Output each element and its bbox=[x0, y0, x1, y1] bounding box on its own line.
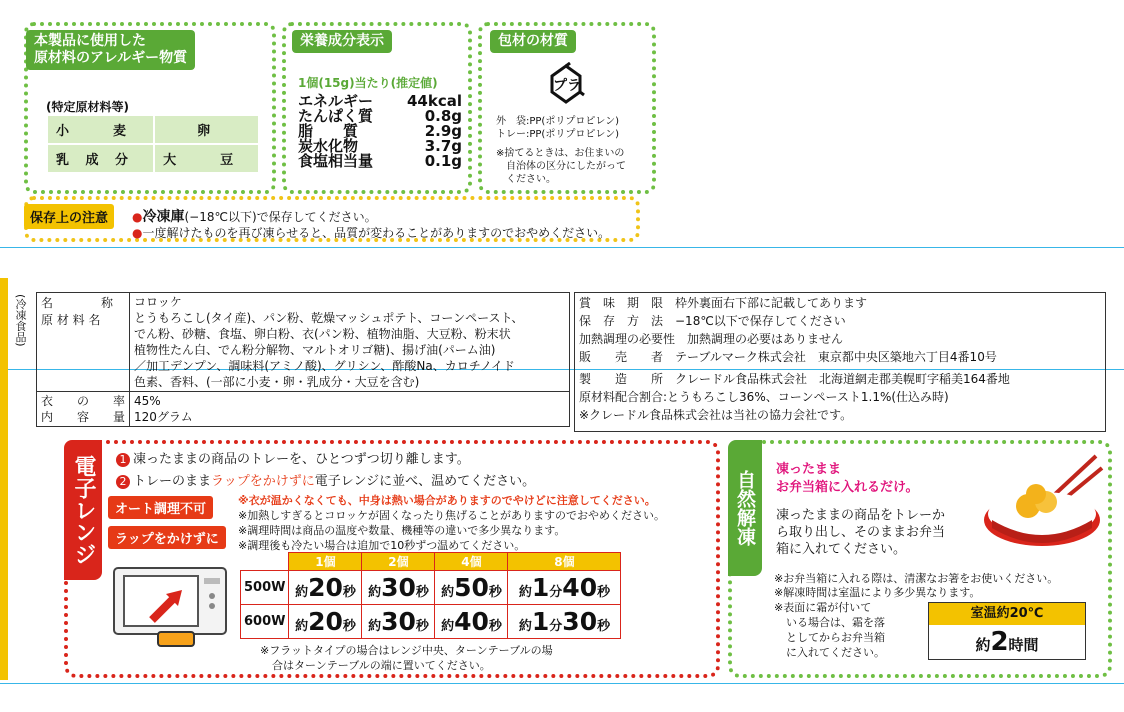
ingredient-values: 45% 120グラム bbox=[130, 392, 570, 427]
storage-title: 保存上の注意 bbox=[24, 204, 114, 229]
microwave-footnote: 合はターンテーブルの端に置いてください。 bbox=[272, 659, 491, 672]
thaw-headline: 凍ったまま bbox=[776, 462, 842, 477]
microwave-note: ※加熱しすぎるとコロッケが固くなったり焦げることがありますのでおやめください。 bbox=[238, 509, 665, 522]
nutrition-per: 1個(15g)当たり(推定値) bbox=[298, 76, 438, 90]
storage-line2: ●一度解けたものを再び凍らせると、品質が変わることがありますのでおやめください。 bbox=[132, 226, 611, 240]
count-header: 8個 bbox=[508, 553, 621, 571]
ingredient-values: コロッケ とうもろこし(タイ産)、パン粉、乾燥マッシュポテト、コーンペースト、 でん粉、砂糖、食塩、卵白粉、衣(パン粉、植物油脂、大豆粉、粉末状 植物性たん白、でん粉分解物、マルトオリゴ糖)、揚げ油(パーム油) ／加工デンプン、調味料(アミノ酸)、グリシン、酢酸Na、カロチノイド 色素、香料、(一部に小麦・卵・乳成分・大豆を含む) bbox=[130, 293, 570, 392]
natural-thaw-panel: 自然解凍 凍ったまま お弁当箱に入れるだけ。 凍ったままの商品をトレーか ら取り出し、そのままお弁当 箱に入れてください。 ※お弁当箱に入れる際は、清潔なお箸をお使いください。 ※解凍時間は室温により多少異なります。 ※表面に霜が付いて いる場合は、霜を落 としてからお弁当箱 に入れてください。 室温約20℃ 約2時間 bbox=[728, 440, 1112, 678]
microwave-panel bbox=[64, 440, 720, 678]
microwave-note: ※調理後も冷たい場合は追加で10秒ずつ温めてください。 bbox=[238, 539, 526, 552]
packaging-panel: 包材の材質 プラ 外 袋:PP(ポリプロピレン) トレー:PP(ポリプロピレン) ※捨てるときは、お住まいの 自治体の区分にしたがって ください。 bbox=[478, 22, 656, 194]
nutrition-panel bbox=[282, 22, 472, 194]
nutrition-title: 栄養成分表示 bbox=[292, 30, 392, 53]
allergen-item: 乳 成 分 bbox=[47, 144, 154, 173]
allergy-subtitle: (特定原材料等) bbox=[46, 100, 129, 114]
auto-cook-not-allowed-label: オート調理不可 bbox=[108, 496, 213, 519]
packaging-title: 包材の材質 bbox=[490, 30, 576, 53]
allergy-panel bbox=[24, 22, 276, 194]
thaw-time: 約2時間 bbox=[975, 627, 1039, 657]
storage-line1: ●冷凍庫(−18℃以下)で保存してください。 bbox=[132, 209, 377, 225]
allergy-table bbox=[46, 114, 260, 174]
count-header: 4個 bbox=[435, 553, 508, 571]
cut-line-bottom bbox=[0, 683, 1124, 684]
cut-line-top bbox=[0, 247, 1124, 248]
storage-panel bbox=[24, 196, 640, 242]
microwave-step1: 1 凍ったままの商品のトレーを、ひとつずつ切り離します。 bbox=[116, 448, 470, 467]
count-header: 1個 bbox=[289, 553, 362, 571]
microwave-oven-icon bbox=[112, 560, 240, 650]
heating-time-table bbox=[240, 552, 621, 639]
allergen-item: 大 豆 bbox=[154, 144, 259, 173]
thaw-time-box bbox=[928, 602, 1086, 660]
no-wrap-label: ラップをかけずに bbox=[108, 526, 226, 549]
room-temp-label: 室温約20℃ bbox=[929, 603, 1085, 625]
nutrition-row: 炭水化物 3.7g bbox=[298, 137, 462, 155]
ingredients-table bbox=[36, 292, 570, 427]
time-row: 500W 約20秒 約30秒 約50秒 約1分40秒 bbox=[241, 571, 621, 605]
nutrition-row: 脂 質 2.9g bbox=[298, 122, 462, 140]
microwave-step2: 2 トレーのままラップをかけずに電子レンジに並べ、温めてください。 bbox=[116, 470, 535, 489]
nutrition-row: たんぱく質 0.8g bbox=[298, 107, 462, 125]
microwave-footnote: ※フラットタイプの場合はレンジ中央、ターンテーブルの場 bbox=[260, 644, 553, 657]
bento-box-icon bbox=[980, 450, 1104, 560]
allergen-item: 小 麦 bbox=[47, 115, 154, 144]
ingredient-label: 名 称 原 材 料 名 bbox=[37, 293, 130, 392]
recycle-pla-icon: プラ bbox=[544, 62, 588, 106]
thaw-headline: お弁当箱に入れるだけ。 bbox=[776, 480, 919, 495]
yellow-edge-bar bbox=[0, 278, 8, 680]
nutrition-rows bbox=[298, 94, 462, 169]
allergen-item: 卵 bbox=[154, 115, 259, 144]
count-header: 2個 bbox=[362, 553, 435, 571]
time-row: 600W 約20秒 約30秒 約40秒 約1分30秒 bbox=[241, 605, 621, 639]
allergy-title: 本製品に使用した 原材料のアレルギー物質 bbox=[26, 30, 195, 70]
ingredient-label: 衣 の 率 内 容 量 bbox=[37, 392, 130, 427]
nutrition-row: 食塩相当量 0.1g bbox=[298, 152, 462, 170]
microwave-note: ※調理時間は商品の温度や数量、機種等の違いで多少異なります。 bbox=[238, 524, 566, 537]
frozen-food-side-label: (冷凍食品) bbox=[14, 294, 27, 347]
nutrition-row: エネルギー 44kcal bbox=[298, 92, 462, 110]
microwave-note-red: ※衣が温かくなくても、中身は熱い場合がありますのでやけどに注意してください。 bbox=[238, 494, 656, 507]
thaw-side-title: 自然解凍 bbox=[728, 440, 762, 576]
microwave-side-title: 電子レンジ bbox=[64, 440, 102, 580]
product-info: 賞 味 期 限 枠外裏面右下部に記載してあります 保 存 方 法 −18℃以下で保存してください 加熱調理の必要性 加熱調理の必要はありません 販 売 者 テーブルマーク株式会社 東京都中央区築地六丁目4番10号 製 造 所 クレードル食品株式会社 北海道網走郡美幌町字稲美164番地 原材料配合割合:とうもろこし36%、コーンペースト1.1%(仕込み時) ※クレードル食品株式会社は当社の協力会社です。 bbox=[574, 292, 1106, 432]
